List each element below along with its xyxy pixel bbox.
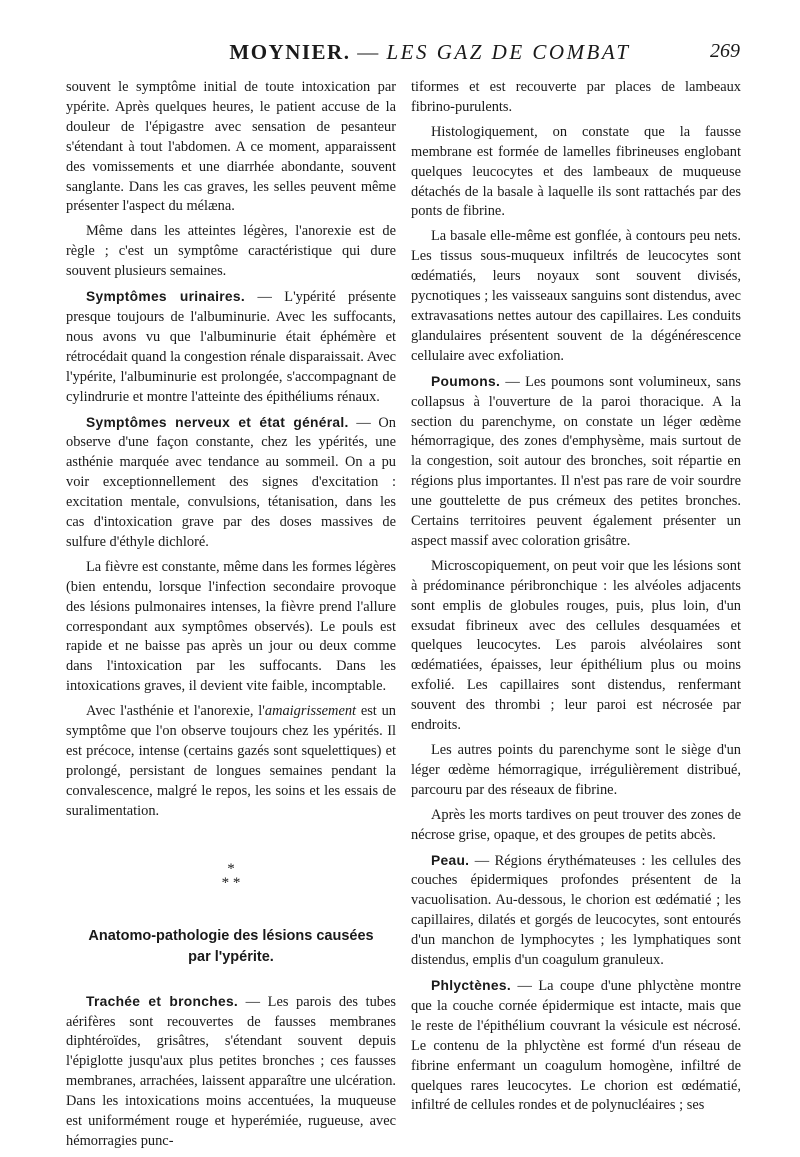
paragraph-text: — Les parois des tubes aérifères sont recouvertes de fausses membranes diphtéroïdes, grisâtres, s'étendant souvent depuis l'épiglotte jusqu'aux plus petites bronches ; ces fausses membranes, arrachées, laissent apparaître une ulcération. Dans les intoxications moins accentuées, la muqueuse est uniformément rouge et hyperémiée, rugueuse, avec hémorragies punc-: [66, 993, 396, 1149]
page-number: 269: [710, 40, 740, 62]
paragraph-histologie: Histologiquement, on constate que la fausse membrane est formée de lamelles fibrineuses englobant quelques leucocytes et des lambeaux de muqueuse détachés de la basale à laquelle ils sont rattachés par des ponts de fibrine.: [411, 123, 741, 220]
paragraph-text: — L'ypérité présente presque toujours de l'albuminurie. Avec les suffocants, nous avons vu que l'albuminurie était éphémère et rétrocédait quand la congestion rénale disparaissait. Avec l'ypérite, l'albuminurie est prolongée, s'accompagnant de cylindrurie et montre l'atteinte des épithéliums rénaux.: [66, 289, 396, 405]
paragraph-text: — Les poumons sont volumineux, sans collapsus à l'ouverture de la paroi thoracique. A la section du parenchyme, on constate un léger œdème hémorragique, des zones d'emphysème, mais surtout de la congestion, soit autour des bronches, soit répartie en régions plus importantes. Il n'est pas rare de voir sourdre une gouttelette de pus crémeux des petites bronches. Certains territoires peuvent également présenter un aspect massif avec coloration grisâtre.: [411, 373, 741, 549]
section-title-line-1: Anatomo-pathologie des lésions causées: [88, 927, 374, 944]
paragraph-text: — Régions érythémateuses : les cellules des couches épidermiques profondes présentent de la vacuolisation. Au-dessous, le chorion est œdématié ; les capillaires, dilatés et gorgés de leucocytes, sont entourés d'un manchon de lymphocytes ; les lymphatiques sont distendus, emplis d'un coagulum granuleux.: [411, 852, 741, 969]
emphasis-amaigrissement: amaigrissement: [264, 703, 357, 720]
run-in-heading-urinaires: Symptômes urinaires.: [86, 289, 245, 305]
asterism-bottom: * *: [221, 874, 241, 891]
paragraph-anorexie: Même dans les atteintes légères, l'anorexie est de règle ; c'est un symptôme caractéristique qui dure souvent plusieurs semaines.: [66, 223, 396, 280]
section-title-line-2: par l'ypérite.: [188, 948, 274, 965]
running-head-author: MOYNIER.: [229, 40, 351, 64]
paragraph-continuation: souvent le symptôme initial de toute intoxication par ypérite. Après quelques heures, le patient accuse de la douleur de l'épigastre avec sensation de pesanteur s'étendant à tout l'abdomen. A ce moment, apparaissent des vomissements et une diarrhée abondante, souvent sanglante. Dans les cas graves, les selles peuvent même présenter l'aspect du mélæna.: [66, 79, 396, 215]
paragraph-microscopie: Microscopiquement, on peut voir que les lésions sont à prédominance péribronchique : les alvéoles adjacents sont emplis de globules rouges, puis, plus loin, d'un exsudat fibrineux avec des cellules desquamées et quelques leucocytes. Les parois alvéolaires sont œdématiées, épaisses, leur épithélium plus ou moins exfolié. Les capillaires sont distendus, renfermant souvent des thrombi ; leur paroi est nécrosée par endroits.: [411, 557, 741, 734]
paragraph-phlyctenes: [411, 976, 741, 1116]
right-column: [411, 78, 741, 1121]
paragraph-symptomes-urinaires: [66, 287, 396, 407]
paragraph-fievre: La fièvre est constante, même dans les formes légères (bien entendu, lorsque l'infection secondaire provoque des lésions pulmonaires intenses, la fièvre prend l'allure correspondant aux symptômes observés). Le pouls est rapide et ne baisse pas après un jour ou deux comme dans l'intoxication par les suffocants. Dans les intoxications graves, il devient vite faible, incomptable.: [66, 558, 396, 695]
running-head-dash: —: [357, 40, 380, 64]
asterism-top: *: [227, 860, 235, 877]
paragraph-trachee-bronches: [66, 992, 396, 1152]
paragraph-peau: [411, 851, 741, 971]
run-in-heading-phlyctenes: Phlyctènes.: [431, 977, 511, 993]
paragraph-poumons: [411, 372, 741, 552]
paragraph-text: — On observe d'une façon constante, chez les ypérités, une asthénie marquée avec tendance au sommeil. On a pu voir exceptionnellement des signes d'excitation : excitation mentale, convulsions, tétanisation, dans les cas d'intoxication grave par des doses massives de sulfure d'éthyle dichloré.: [66, 414, 396, 550]
running-head-title: LES GAZ DE COMBAT: [386, 40, 631, 64]
paragraph-text: Avec l'asthénie et l'anorexie, l': [86, 703, 265, 720]
run-in-heading-peau: Peau.: [431, 852, 470, 868]
run-in-heading-trachee: Trachée et bronches.: [86, 993, 239, 1009]
asterism-divider: [66, 862, 396, 890]
paragraph-morts-tardives: Après les morts tardives on peut trouver des zones de nécrose grise, opaque, et des groupes de petits abcès.: [411, 806, 741, 843]
paragraph-continuation: tiformes et est recouverte par places de lambeaux fibrino-purulents.: [411, 79, 741, 115]
page-header: [60, 40, 740, 70]
paragraph-basale: La basale elle-même est gonflée, à contours peu nets. Les tissus sous-muqueux infiltrés de leucocytes sont œdématiés, leurs noyaux sont souvent divisés, pycnotiques ; les vaisseaux sanguins sont distendus, avec extravasations nettes autour des capillaires. Les conduits glandulaires présentent souvent de la dégénérescence cellulaire avec exfoliation.: [411, 228, 741, 364]
left-column: [66, 78, 396, 1157]
paragraph-amaigrissement: [66, 702, 396, 821]
run-in-heading-nerveux: Symptômes nerveux et état général.: [86, 414, 349, 430]
paragraph-text: est un symptôme que l'on observe toujours chez les ypérités. Il est précoce, intense (certains gazés sont squelettiques) et prolongé, persistant de longues semaines pendant la convalescence, malgré le repos, les soins et les essais de suralimentation.: [66, 703, 396, 819]
running-head: [210, 40, 650, 65]
section-title: [66, 926, 396, 968]
run-in-heading-poumons: Poumons.: [431, 373, 501, 389]
paragraph-parenchyme: Les autres points du parenchyme sont le siège d'un léger œdème hémorragique, irrégulièrement distribué, parcouru par des réseaux de fibrine.: [411, 742, 741, 798]
paragraph-symptomes-nerveux: [66, 413, 396, 553]
paragraph-text: — La coupe d'une phlyctène montre que la couche cornée épidermique est intacte, mais que le reste de l'épithélium couvrant la vésicule est nécrosé. Le contenu de la phlyctène est formé d'un réseau de fibrine enfermant un coagulum homogène, infiltré de quelques rares leucocytes. Le chorion est œdématié, infiltré de cellules rondes et de polynucléaires ; ses: [411, 977, 741, 1114]
